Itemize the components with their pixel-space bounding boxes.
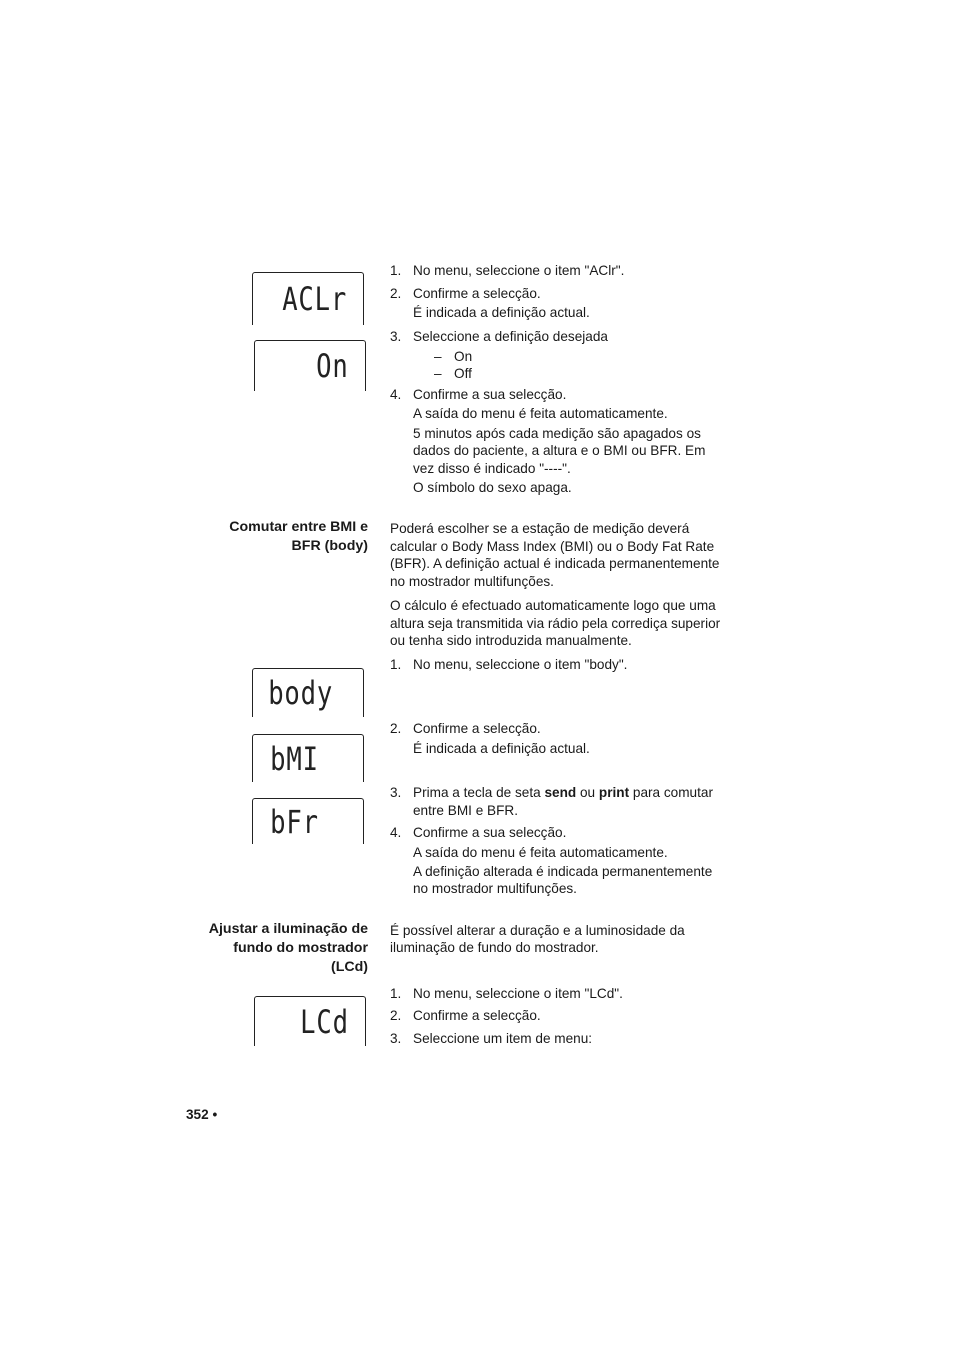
section-heading: Comutar entre BMI e [229,519,368,535]
step-text-post: para comutar [629,785,713,800]
paragraph-line: iluminação de fundo do mostrador. [390,940,599,955]
step-text: No menu, seleccione o item "AClr". [413,263,625,278]
step-subtext: A saída do menu é feita automaticamente. [413,845,668,860]
lcd-display-on [254,340,366,391]
step-number: 3. [390,785,402,800]
step-number: 4. [390,387,402,402]
step-subtext: É indicada a definição actual. [413,305,590,320]
section-heading: (LCd) [330,959,368,975]
lcd-display-lcd [254,996,366,1046]
step-text: Confirme a sua selecção. [413,387,567,402]
step-text: Confirme a selecção. [413,721,541,736]
step-subtext: vez disso é indicado "----". [413,461,571,476]
step-number: 2. [390,1008,402,1023]
lcd-text: LCd [300,1002,349,1041]
lcd-display-body [252,668,364,717]
step-subtext: A definição alterada é indicada permanentemente [413,864,713,879]
step-text [413,784,713,802]
paragraph-line: O cálculo é efectuado automaticamente logo que uma [390,598,716,613]
step-subtext: no mostrador multifunções. [413,881,577,896]
lcd-display-bmi [252,734,364,782]
step-number: 1. [390,986,402,1001]
paragraph-line: Poderá escolher se a estação de medição deverá [390,521,690,536]
step-text: Confirme a selecção. [413,286,541,301]
option-dash: – [434,349,442,364]
step-number: 2. [390,286,402,301]
paragraph-line: no mostrador multifunções. [390,574,554,589]
paragraph-line: calcular o Body Mass Index (BMI) ou o Body Fat Rate [390,539,715,554]
step-text: No menu, seleccione o item "LCd". [413,986,623,1001]
step-subtext: É indicada a definição actual. [413,741,590,756]
section-heading: BFR (body) [291,538,368,554]
step-subtext: 5 minutos após cada medição são apagados os [413,426,701,441]
option-on: On [454,349,473,364]
lcd-display-aclr [252,272,364,325]
step-text: Seleccione um item de menu: [413,1031,593,1046]
step-text-pre: Prima a tecla de seta [413,785,545,800]
step-subtext: O símbolo do sexo apaga. [413,480,572,495]
page-number: 352 • [186,1107,218,1122]
step-text: No menu, seleccione o item "body". [413,657,628,672]
step-number: 3. [390,1031,402,1046]
lcd-text: On [316,347,349,385]
lcd-text: body [268,674,333,712]
step-subtext: dados do paciente, a altura e o BMI ou BFR. Em [413,443,706,458]
step-number: 4. [390,825,402,840]
step-text: Confirme a selecção. [413,1008,541,1023]
paragraph-line: altura seja transmitida via rádio pela corrediça superior [390,616,721,631]
step-number: 1. [390,263,402,278]
paragraph-line: (BFR). A definição actual é indicada permanentemente [390,556,720,571]
section-heading: Ajustar a iluminação de [208,921,368,937]
step-subtext: A saída do menu é feita automaticamente. [413,406,668,421]
section-heading: fundo do mostrador [233,940,368,956]
lcd-text: bFr [270,802,319,841]
step-text: Seleccione a definição desejada [413,329,608,344]
step-subtext: entre BMI e BFR. [413,803,519,818]
step-number: 3. [390,329,402,344]
paragraph-line: ou tenha sido introduzida manualmente. [390,633,632,648]
lcd-display-bfr [252,798,364,844]
step-number: 2. [390,721,402,736]
lcd-text: bMI [270,739,319,778]
send-key-label: send [544,785,577,800]
paragraph-line: É possível alterar a duração e a luminosidade da [390,923,685,938]
lcd-text: ACLr [282,280,347,318]
step-text: Confirme a sua selecção. [413,825,567,840]
option-dash: – [434,366,442,381]
step-number: 1. [390,657,402,672]
print-key-label: print [598,785,630,800]
step-text-mid: ou [576,785,599,800]
option-off: Off [454,366,472,381]
